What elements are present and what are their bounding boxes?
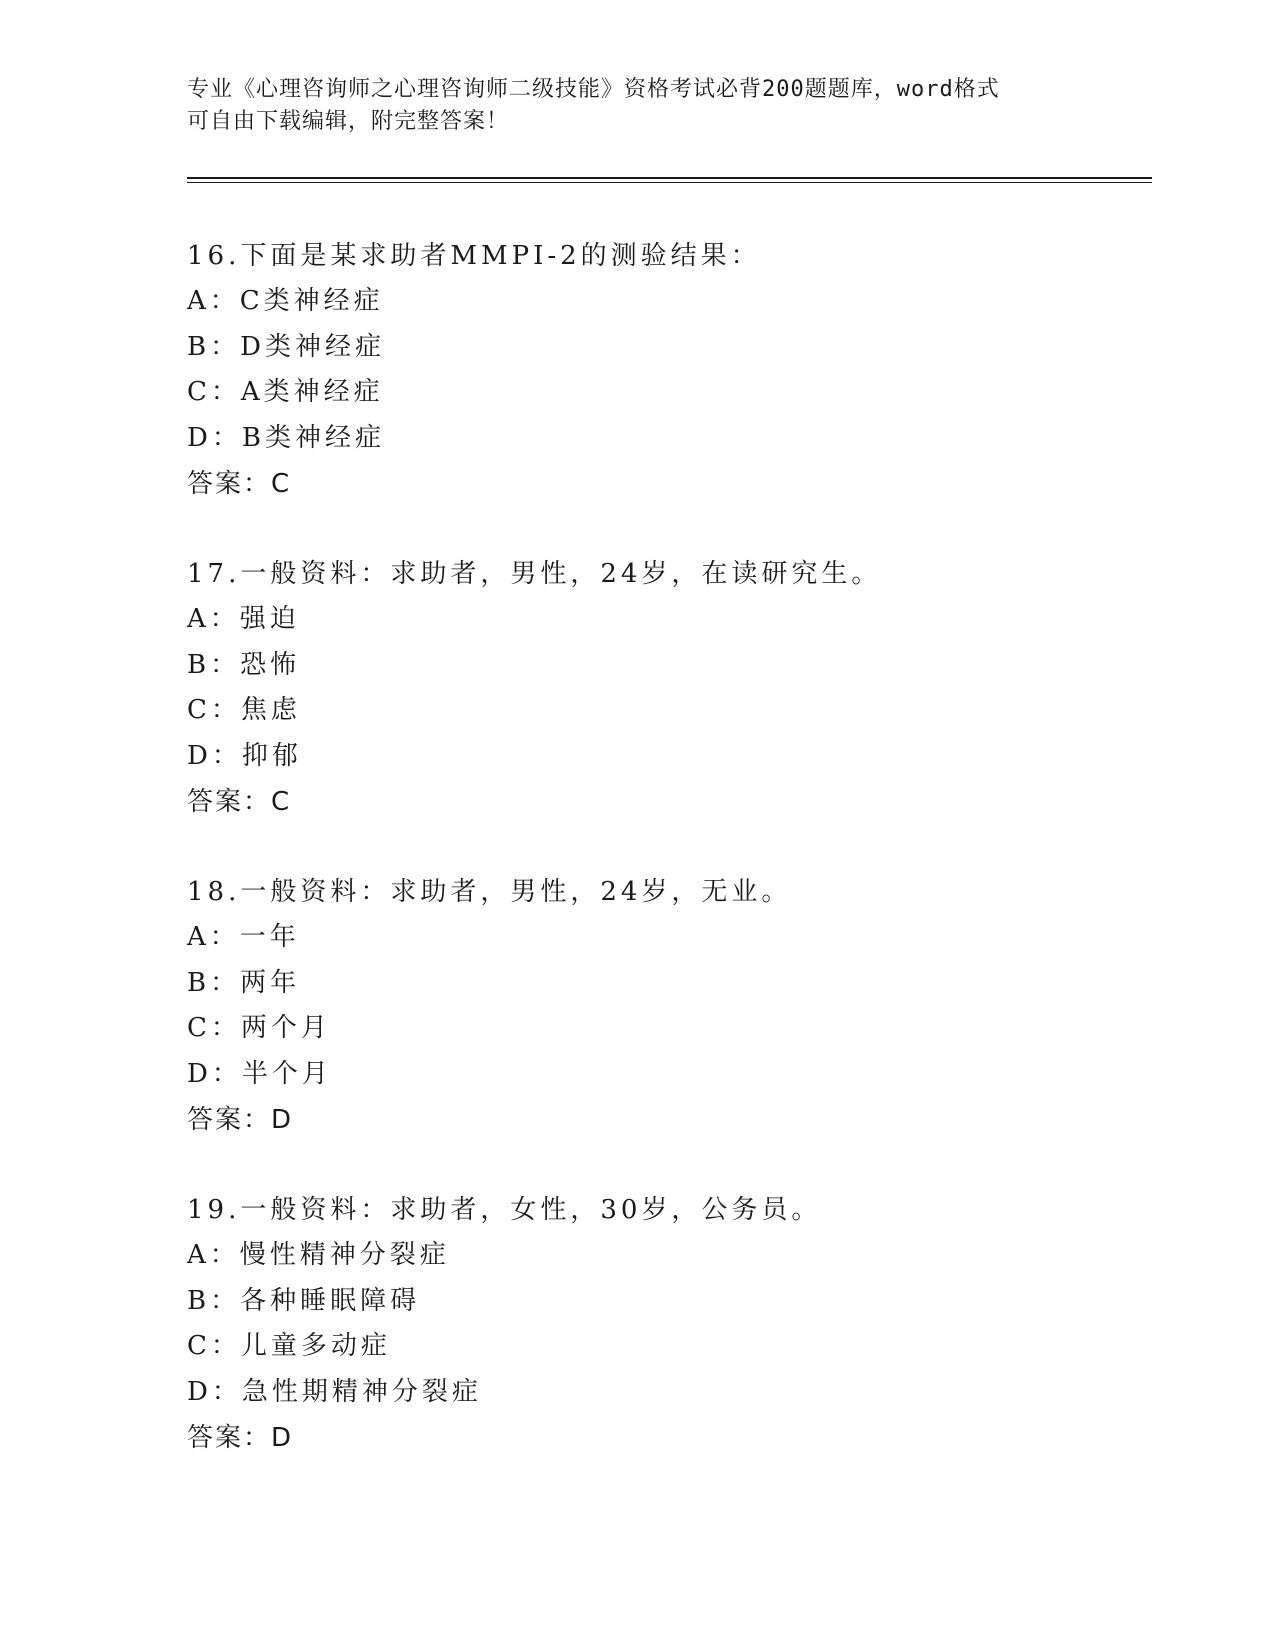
option-a: A：慢性精神分裂症 <box>187 1240 450 1270</box>
question-18 <box>187 869 1167 1143</box>
option-d: D：抑郁 <box>187 740 302 771</box>
answer-line: 答案：C <box>187 469 292 499</box>
option-a: A：C类神经症 <box>187 286 384 316</box>
question-stem: 17.一般资料：求助者，男性，24岁，在读研究生。 <box>187 559 882 589</box>
option-d: D：急性期精神分裂症 <box>187 1376 482 1407</box>
question-16 <box>187 233 1167 507</box>
document-header <box>187 74 1087 138</box>
header-line-2: 可自由下载编辑，附完整答案！ <box>187 109 510 134</box>
option-b: B：D类神经症 <box>187 331 385 362</box>
option-c: C：两个月 <box>187 1013 331 1043</box>
header-divider-thin <box>187 182 1152 183</box>
answer-line: 答案：D <box>187 1423 294 1453</box>
option-a: A：一年 <box>187 922 300 952</box>
option-c: C：A类神经症 <box>187 377 384 407</box>
option-b: B：两年 <box>187 967 301 998</box>
option-d: D：半个月 <box>187 1058 332 1089</box>
question-stem: 16.下面是某求助者MMPI-2的测验结果： <box>187 241 761 271</box>
question-17 <box>187 551 1167 825</box>
answer-line: 答案：C <box>187 787 292 817</box>
question-19 <box>187 1187 1167 1461</box>
answer-line: 答案：D <box>187 1105 294 1135</box>
option-c: C：焦虑 <box>187 695 301 725</box>
header-line-1: 专业《心理咨询师之心理咨询师二级技能》资格考试必背200题题库，word格式 <box>187 77 1000 102</box>
option-c: C：儿童多动症 <box>187 1331 391 1361</box>
option-a: A：强迫 <box>187 604 300 634</box>
option-b: B：各种睡眠障碍 <box>187 1285 421 1316</box>
header-divider-thick <box>187 177 1152 179</box>
option-d: D：B类神经症 <box>187 422 385 453</box>
option-b: B：恐怖 <box>187 649 301 680</box>
question-stem: 18.一般资料：求助者，男性，24岁，无业。 <box>187 877 792 907</box>
question-stem: 19.一般资料：求助者，女性，30岁，公务员。 <box>187 1195 822 1225</box>
